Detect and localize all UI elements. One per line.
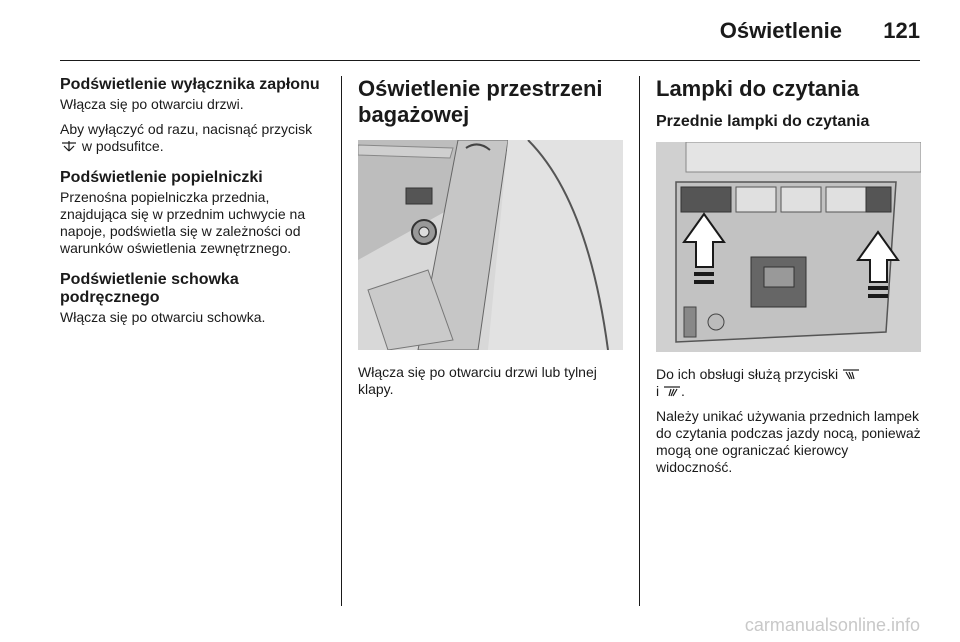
paragraph: Przenośna popielniczka przednia, znajdująca się w przednim uchwycie na napoje, podświetla się w zależności od warunków oświetlenia zewnętrznego. — [60, 189, 306, 256]
column-2 — [358, 76, 623, 406]
column-1 — [60, 76, 325, 340]
section-heading: Podświetlenie wyłącznika zapłonu — [60, 76, 320, 93]
interior-light-icon — [60, 140, 78, 152]
luggage-compartment-figure — [358, 140, 623, 350]
column-3 — [656, 76, 921, 484]
section-heading: Podświetlenie schowka podręcznego — [60, 271, 239, 306]
text-run: Do ich obsługi służą przyciski — [656, 366, 839, 382]
reading-light-left-icon — [842, 368, 860, 380]
reading-lights-figure — [656, 142, 921, 352]
paragraph — [60, 121, 325, 155]
column-divider-2 — [639, 76, 640, 606]
text-run: i — [656, 383, 660, 399]
reading-lights-illustration — [656, 142, 921, 352]
paragraph — [656, 366, 921, 400]
text-run: . — [681, 383, 685, 399]
section-ignition-switch-light — [60, 76, 325, 155]
text-run: Aby wyłączyć od razu, nacisnąć przycisk — [60, 121, 313, 137]
header-rule — [60, 60, 920, 61]
paragraph: Należy unikać używania przednich lampek do czytania podczas jazdy nocą, ponieważ mogą one ograniczać kierowcy widoczność. — [656, 408, 921, 475]
reading-light-right-icon — [663, 385, 681, 397]
column-divider-1 — [341, 76, 342, 606]
section-heading: Podświetlenie popielniczki — [60, 169, 263, 186]
section-heading-large: Oświetlenie przestrzeni bagażowej — [358, 76, 603, 127]
subsection-heading: Przednie lampki do czytania — [656, 113, 870, 130]
watermark: carmanualsonline.info — [744, 615, 920, 635]
luggage-compartment-illustration — [358, 140, 623, 350]
section-ashtray-light — [60, 169, 325, 257]
page-number: 121 — [883, 18, 920, 43]
section-heading-large: Lampki do czytania — [656, 76, 859, 101]
paragraph: Włącza się po otwarciu drzwi. — [60, 96, 244, 112]
text-run: w podsufitce. — [81, 138, 164, 154]
paragraph: Włącza się po otwarciu drzwi lub tylnej klapy. — [358, 364, 597, 397]
section-glovebox-light — [60, 271, 325, 326]
paragraph: Włącza się po otwarciu schowka. — [60, 309, 266, 325]
page-header-title: Oświetlenie — [719, 18, 842, 43]
